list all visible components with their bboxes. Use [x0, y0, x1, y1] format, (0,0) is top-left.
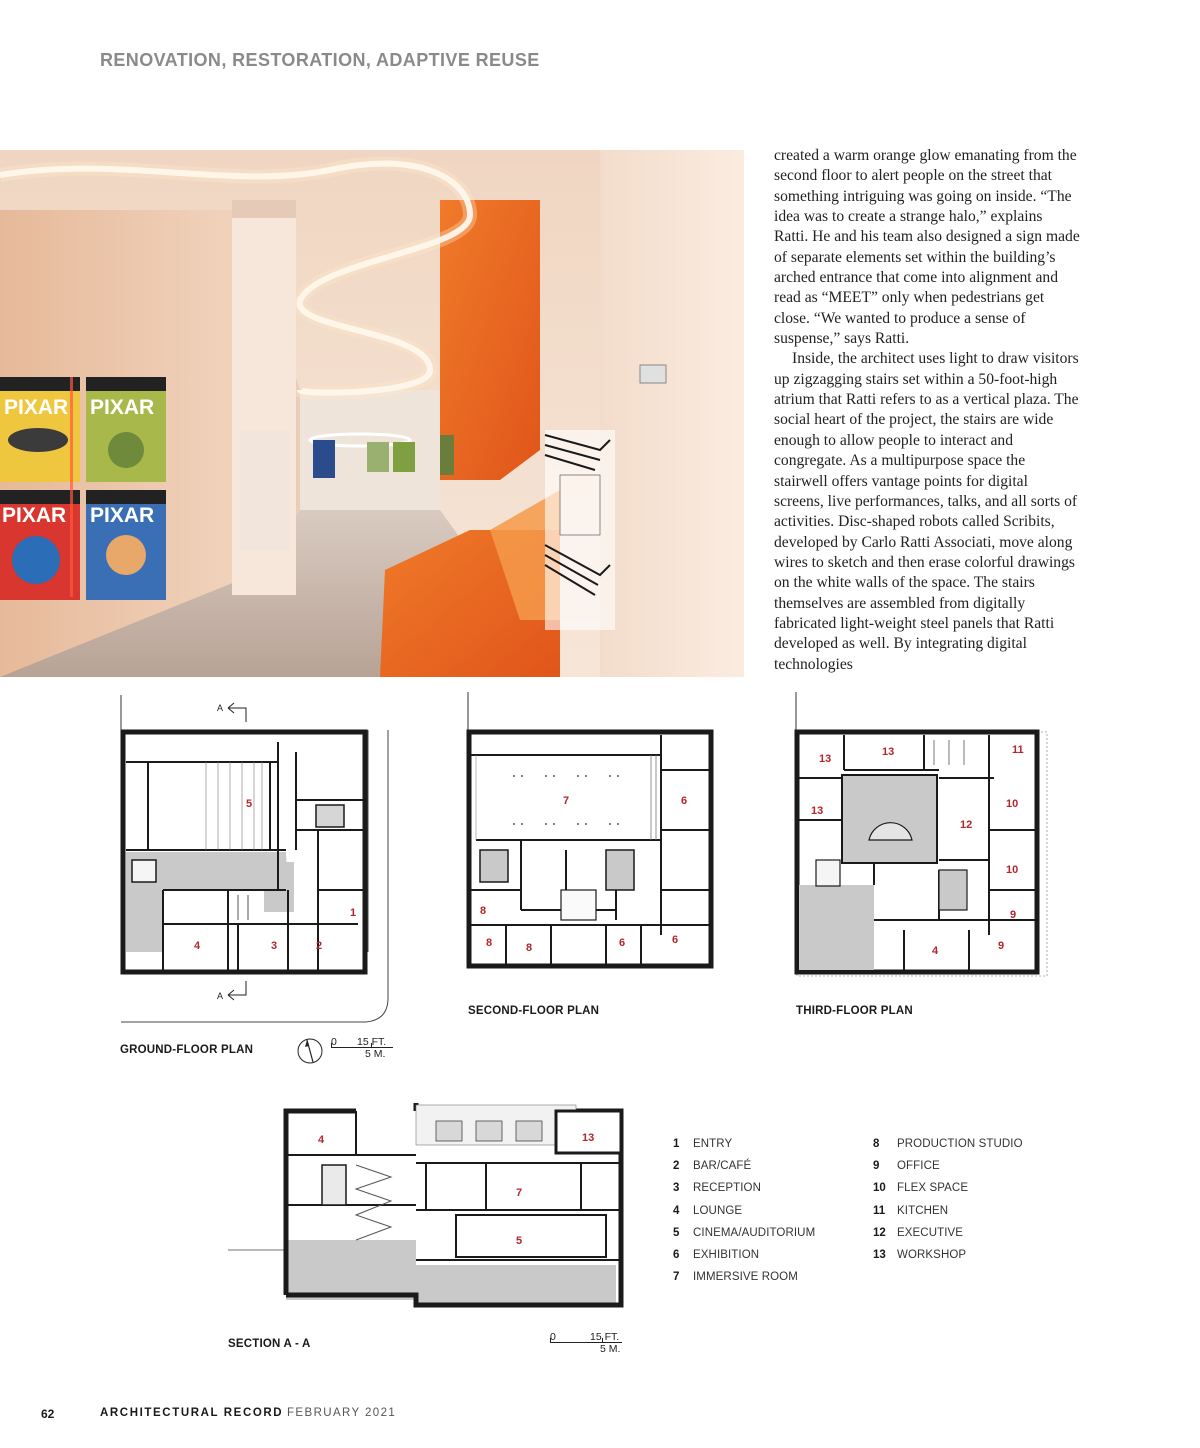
room-number: 8: [486, 937, 493, 949]
legend-column: [673, 1133, 863, 1288]
section-marker: A: [217, 703, 224, 713]
room-number: 6: [672, 934, 679, 946]
room-number: 10: [1006, 864, 1019, 876]
room-number: 9: [998, 940, 1005, 952]
room-number: 10: [1006, 798, 1019, 810]
room-number: 8: [526, 942, 533, 954]
room-number: 4: [932, 945, 939, 957]
legend-item: 5 CINEMA/AUDITORIUM: [673, 1226, 816, 1239]
section-label: SECTION A - A: [228, 1338, 311, 1350]
publication-name: ARCHITECTURAL RECORD: [100, 1407, 284, 1419]
third-floor-plan-label: THIRD-FLOOR PLAN: [796, 1005, 913, 1017]
legend-item: 1 ENTRY: [673, 1138, 733, 1151]
legend-item: 3 RECEPTION: [673, 1182, 761, 1195]
room-number: 6: [619, 937, 626, 949]
room-number: 5: [516, 1235, 523, 1247]
article-body: [774, 146, 1080, 675]
legend-item: 8 PRODUCTION STUDIO: [873, 1138, 1023, 1151]
north-arrow-icon: [296, 1037, 324, 1065]
room-number: 7: [516, 1187, 523, 1199]
room-number: 2: [316, 940, 323, 952]
ground-floor-plan: [118, 690, 394, 1030]
room-number: 11: [1012, 744, 1024, 756]
legend-item: 7 IMMERSIVE ROOM: [673, 1271, 798, 1284]
legend-item: 10 FLEX SPACE: [873, 1182, 969, 1195]
room-number: 13: [582, 1132, 595, 1144]
section-marker: A: [217, 991, 224, 1001]
room-number: 12: [960, 819, 973, 831]
scale-bar: 0 15 FT. 5 M.: [331, 1036, 401, 1062]
scale-bar: 0 15 FT. 5 M.: [550, 1331, 621, 1355]
section-drawing: [226, 1105, 626, 1315]
legend-item: 11 KITCHEN: [873, 1204, 949, 1217]
room-number: 4: [194, 940, 201, 952]
room-number: 13: [811, 805, 824, 817]
third-floor-plan: [794, 690, 1064, 990]
room-number: 1: [350, 907, 357, 919]
room-number: 13: [882, 746, 895, 758]
second-floor-plan-label: SECOND-FLOOR PLAN: [468, 1005, 600, 1017]
legend-item: 6 EXHIBITION: [673, 1249, 760, 1262]
paragraph: Inside, the architect uses light to draw visitors up zigzagging stairs set within a 50-foot-high atrium that Ratti refers to as a vertical plaza. The social heart of the project, the stairs are wide enough to allow people to interact and congregate. As a multipurpose space the stairwell offers vantage points for digital screens, live performances, talks, and all sorts of activities. Disc-shaped robots called Scribits, developed by Carlo Ratti Associati, move along wires to sketch and then erase colorful drawings on the white walls of the space. The stairs themselves are assembled from digitally fabricated light-weight steel panels that Ratti developed as well. By integrating digital technologies: [774, 350, 1079, 673]
room-number: 5: [246, 798, 253, 810]
legend-item: 2 BAR/CAFÉ: [673, 1160, 752, 1173]
page-number: 62: [41, 1407, 55, 1421]
room-number: 6: [681, 795, 688, 807]
issue-date: FEBRUARY 2021: [287, 1407, 397, 1419]
poster-title: PIXAR: [90, 396, 155, 419]
room-number: 13: [819, 753, 832, 765]
room-number: 4: [318, 1134, 325, 1146]
room-number: 3: [271, 940, 278, 952]
room-number: 8: [480, 905, 487, 917]
interior-photo: [0, 150, 744, 677]
legend-item: 13 WORKSHOP: [873, 1249, 967, 1262]
section-heading: RENOVATION, RESTORATION, ADAPTIVE REUSE: [100, 50, 540, 70]
paragraph: created a warm orange glow emanating from the second floor to alert people on the street that something intriguing was going on inside. “The idea was to create a strange halo,” explains Ratti. He and his team also designed a sign made of separate elements set within the building’s arched entrance that come into alignment and read as “MEET” only when pedestrians get close. “We wanted to produce a sense of suspense,” says Ratti.: [774, 147, 1080, 348]
legend-item: 9 OFFICE: [873, 1160, 940, 1173]
room-number: 7: [563, 795, 570, 807]
legend-column: [873, 1133, 1053, 1266]
poster-title: PIXAR: [4, 396, 69, 419]
room-number: 9: [1010, 909, 1017, 921]
legend-item: 4 LOUNGE: [673, 1204, 743, 1217]
ground-floor-plan-label: GROUND-FLOOR PLAN: [120, 1044, 254, 1056]
second-floor-plan: [466, 690, 716, 980]
poster-title: PIXAR: [90, 504, 155, 527]
poster-title: PIXAR: [2, 504, 67, 527]
legend-item: 12 EXECUTIVE: [873, 1226, 964, 1239]
